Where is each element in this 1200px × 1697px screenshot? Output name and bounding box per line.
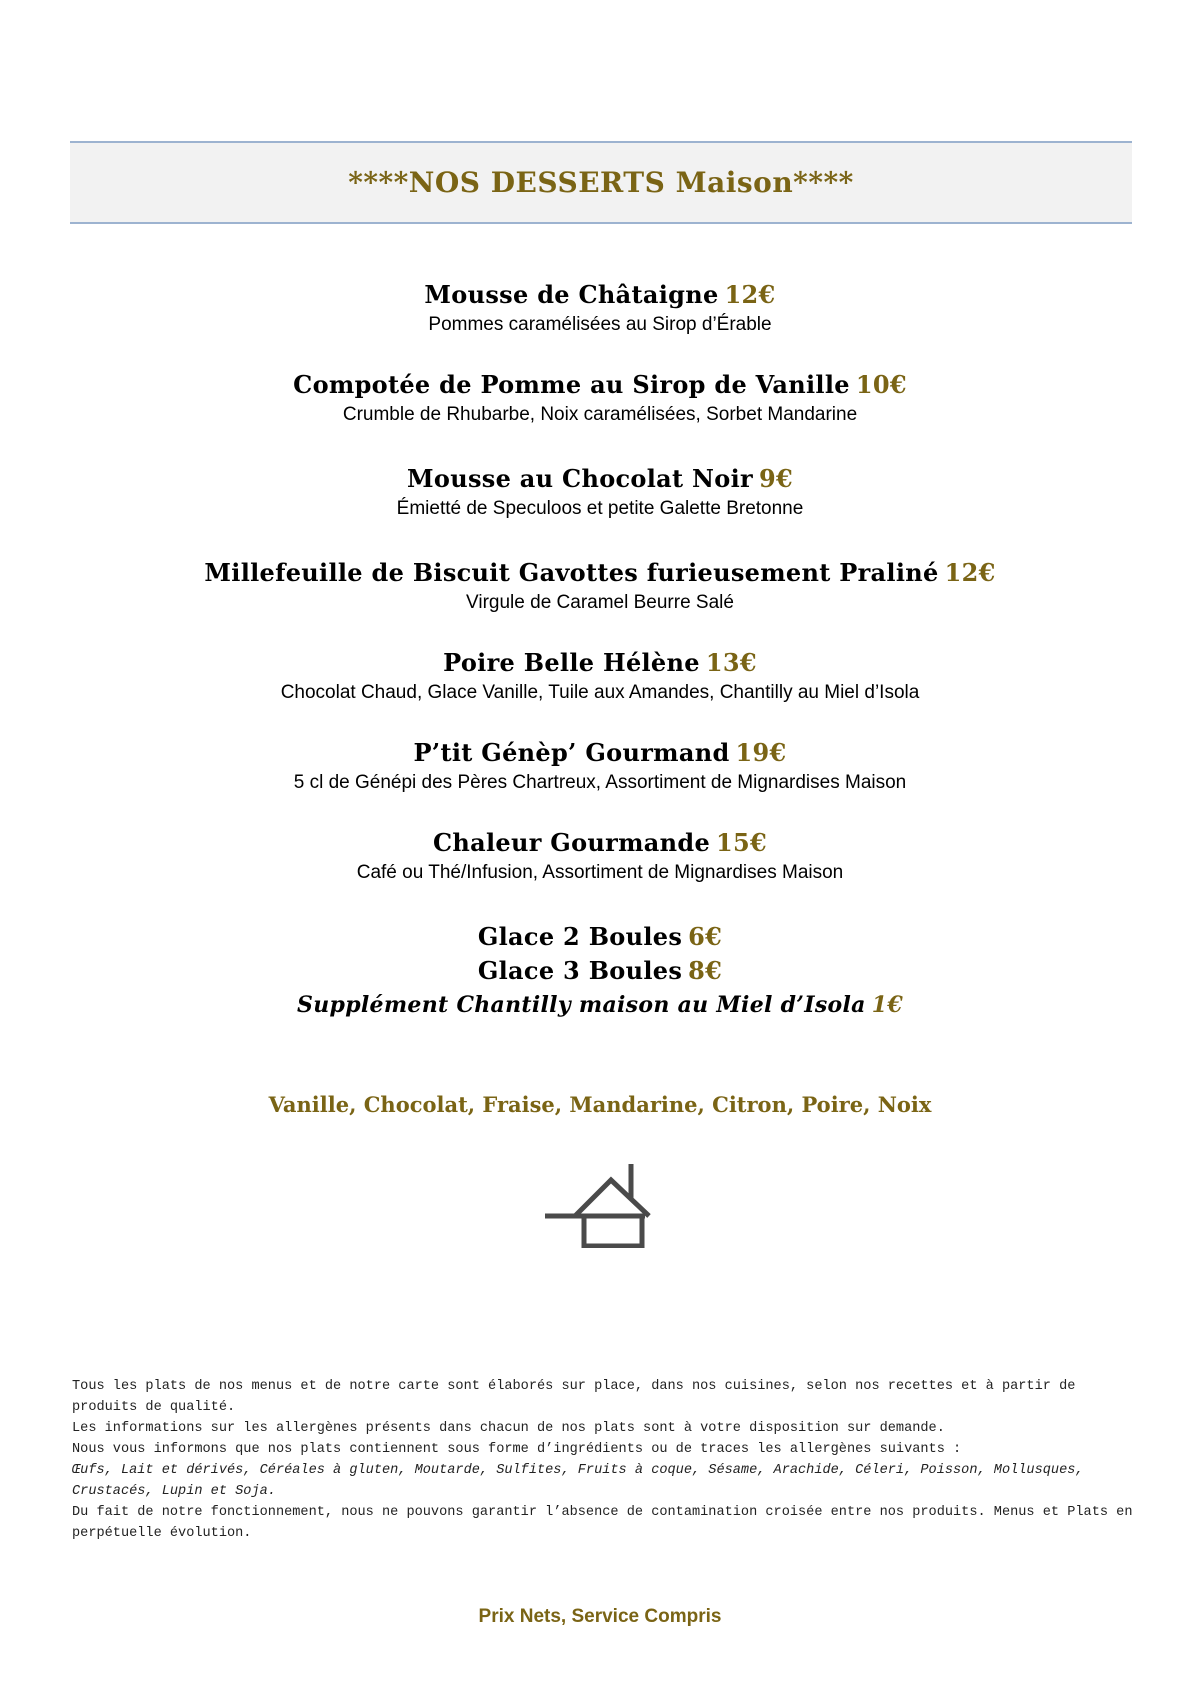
disclaimer-text: Nous vous informons que nos plats contiennent sous forme d’ingrédients ou de traces les allergènes suivants :	[72, 1442, 962, 1457]
disclaimer-text: Les informations sur les allergènes présents dans chacun de nos plats sont à votre disposition sur demande.	[72, 1421, 945, 1436]
ice-cream-item	[0, 920, 1200, 954]
ice-cream-item	[0, 954, 1200, 988]
item-name: Glace 3 Boules	[477, 956, 683, 985]
dessert-list	[0, 278, 1200, 1022]
menu-item	[0, 736, 1200, 796]
item-name: Millefeuille de Biscuit Gavottes furieusement Praliné	[204, 558, 939, 587]
supplement-item	[0, 988, 1200, 1022]
item-name: Poire Belle Hélène	[443, 648, 700, 677]
ice-cream-flavours: Vanille, Chocolat, Fraise, Mandarine, Citron, Poire, Noix	[268, 1092, 932, 1117]
item-description: 5 cl de Génépi des Pères Chartreux, Assortiment de Mignardises Maison	[293, 772, 907, 793]
item-description: Virgule de Caramel Beurre Salé	[466, 592, 734, 613]
item-name: Glace 2 Boules	[477, 922, 683, 951]
item-price: 10€	[855, 370, 907, 399]
item-price: 8€	[688, 956, 723, 985]
item-description: Émietté de Speculoos et petite Galette Bretonne	[396, 498, 804, 519]
allergen-list: Œufs, Lait et dérivés, Céréales à gluten, Moutarde, Sulfites, Fruits à coque, Sésame, Arachide, Céleri, Poisson, Mollusques, Crustacés, Lupin et Soja.	[72, 1463, 1084, 1499]
item-price: 12€	[944, 558, 996, 587]
disclaimer-text: Du fait de notre fonctionnement, nous ne pouvons garantir l’absence de contamination croisée entre nos produits. Menus et Plats en perpétuelle évolution.	[72, 1505, 1133, 1541]
item-price: 15€	[716, 828, 768, 857]
page-title: ****NOS DESSERTS Maison****	[348, 166, 854, 199]
item-description: Café ou Thé/Infusion, Assortiment de Mignardises Maison	[356, 862, 844, 883]
menu-item	[0, 556, 1200, 616]
menu-item	[0, 646, 1200, 706]
item-name: Compotée de Pomme au Sirop de Vanille	[293, 370, 850, 399]
item-description: Chocolat Chaud, Glace Vanille, Tuile aux Amandes, Chantilly au Miel d’Isola	[280, 682, 920, 703]
item-price: 1€	[871, 992, 903, 1018]
item-name: Chaleur Gourmande	[432, 828, 711, 857]
item-price: 12€	[724, 280, 776, 309]
item-price: 13€	[705, 648, 757, 677]
item-price: 19€	[735, 738, 787, 767]
item-price: 6€	[688, 922, 723, 951]
menu-item	[0, 368, 1200, 428]
menu-item	[0, 462, 1200, 522]
disclaimer-text: Tous les plats de nos menus et de notre carte sont élaborés sur place, dans nos cuisines, selon nos recettes et à partir de produits de qualité.	[72, 1379, 1076, 1415]
house-icon	[545, 1160, 657, 1248]
item-description: Pommes caramélisées au Sirop d’Érable	[428, 314, 772, 335]
item-price: 9€	[758, 464, 793, 493]
item-name: Mousse de Châtaigne	[424, 280, 719, 309]
item-name: Supplément Chantilly maison au Miel d’Isola	[297, 992, 866, 1018]
allergen-disclaimer	[72, 1376, 1142, 1544]
menu-item	[0, 278, 1200, 338]
item-name: Mousse au Chocolat Noir	[407, 464, 753, 493]
menu-item	[0, 826, 1200, 886]
item-description: Crumble de Rhubarbe, Noix caramélisées, Sorbet Mandarine	[342, 404, 858, 425]
item-name: P’tit Génèp’ Gourmand	[413, 738, 730, 767]
title-banner	[70, 141, 1132, 224]
price-notice: Prix Nets, Service Compris	[478, 1606, 722, 1627]
